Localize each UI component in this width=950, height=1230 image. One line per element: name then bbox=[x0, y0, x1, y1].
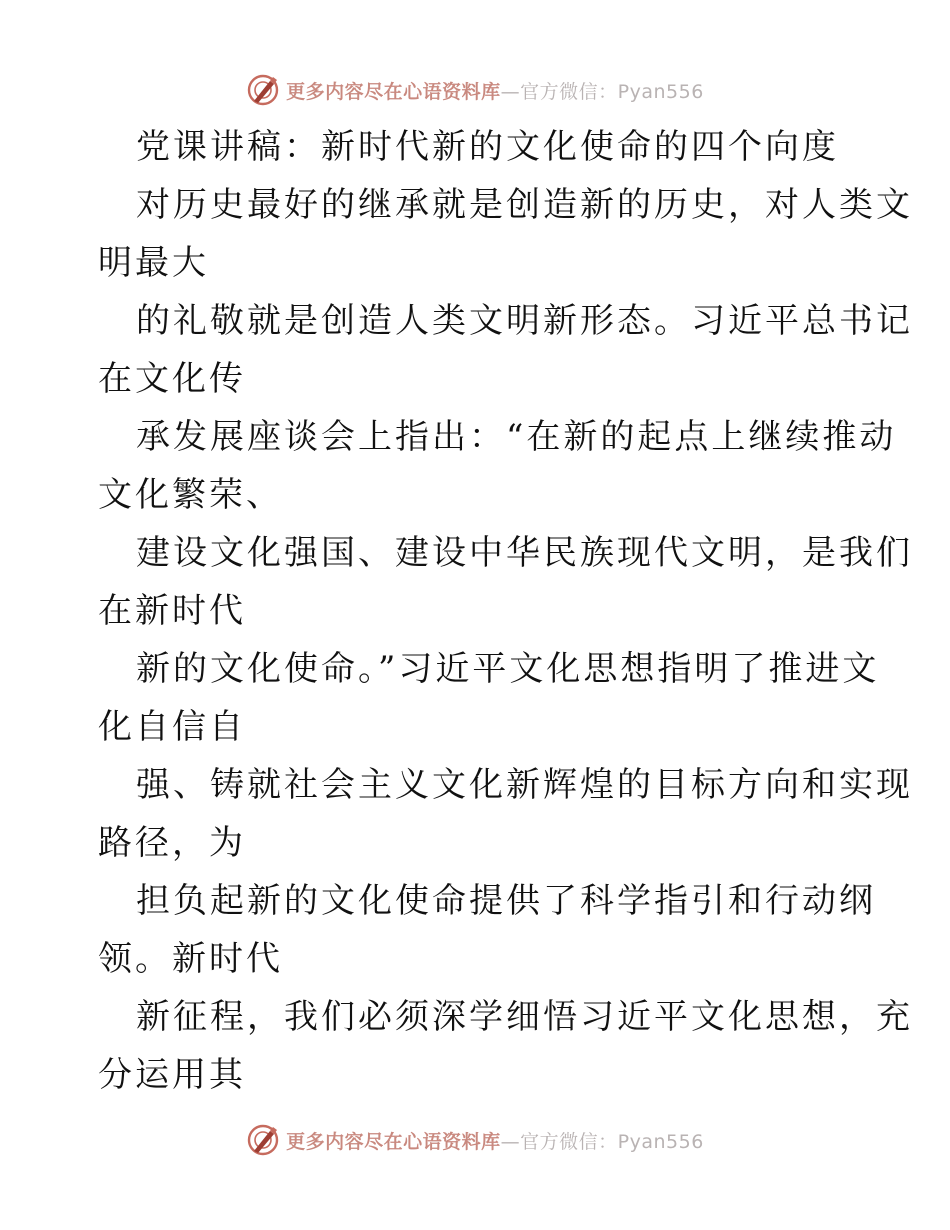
watermark-separator: — bbox=[500, 1130, 521, 1153]
footer-watermark bbox=[0, 1120, 950, 1160]
document-title: 党课讲稿：新时代新的文化使命的四个向度 bbox=[136, 127, 839, 167]
text-line: 文化繁荣、 bbox=[98, 475, 283, 515]
watermark-text bbox=[286, 1127, 704, 1154]
text-line: 承发展座谈会上指出：“在新的起点上继续推动 bbox=[136, 417, 897, 457]
text-line: 在新时代 bbox=[98, 591, 246, 631]
text-line: 明最大 bbox=[98, 243, 209, 283]
text-line: 化自信自 bbox=[98, 707, 246, 747]
text-line: 新征程，我们必须深学细悟习近平文化思想，充 bbox=[136, 997, 913, 1037]
text-line: 在文化传 bbox=[98, 359, 246, 399]
document-body bbox=[98, 118, 913, 1104]
text-line: 担负起新的文化使命提供了科学指引和行动纲 bbox=[136, 881, 876, 921]
text-line: 强、铸就社会主义文化新辉煌的目标方向和实现 bbox=[136, 765, 913, 805]
watermark-brand: 更多内容尽在心语资料库 bbox=[286, 80, 501, 103]
watermark-text bbox=[286, 77, 704, 104]
text-line: 对历史最好的继承就是创造新的历史，对人类文 bbox=[136, 185, 913, 225]
watermark-separator: — bbox=[500, 80, 521, 103]
text-line: 新的文化使命。”习近平文化思想指明了推进文 bbox=[136, 649, 880, 689]
watermark-wechat: 官方微信：Pyan556 bbox=[520, 1130, 704, 1153]
text-line: 建设文化强国、建设中华民族现代文明，是我们 bbox=[136, 533, 913, 573]
text-line: 分运用其 bbox=[98, 1055, 246, 1095]
text-line: 的礼敬就是创造人类文明新形态。习近平总书记 bbox=[136, 301, 913, 341]
header-watermark bbox=[0, 70, 950, 110]
pen-logo-icon bbox=[246, 73, 280, 107]
watermark-brand: 更多内容尽在心语资料库 bbox=[286, 1130, 501, 1153]
text-line: 路径，为 bbox=[98, 823, 246, 863]
watermark-wechat: 官方微信：Pyan556 bbox=[520, 80, 704, 103]
pen-logo-icon bbox=[246, 1123, 280, 1157]
text-line: 领。新时代 bbox=[98, 939, 283, 979]
